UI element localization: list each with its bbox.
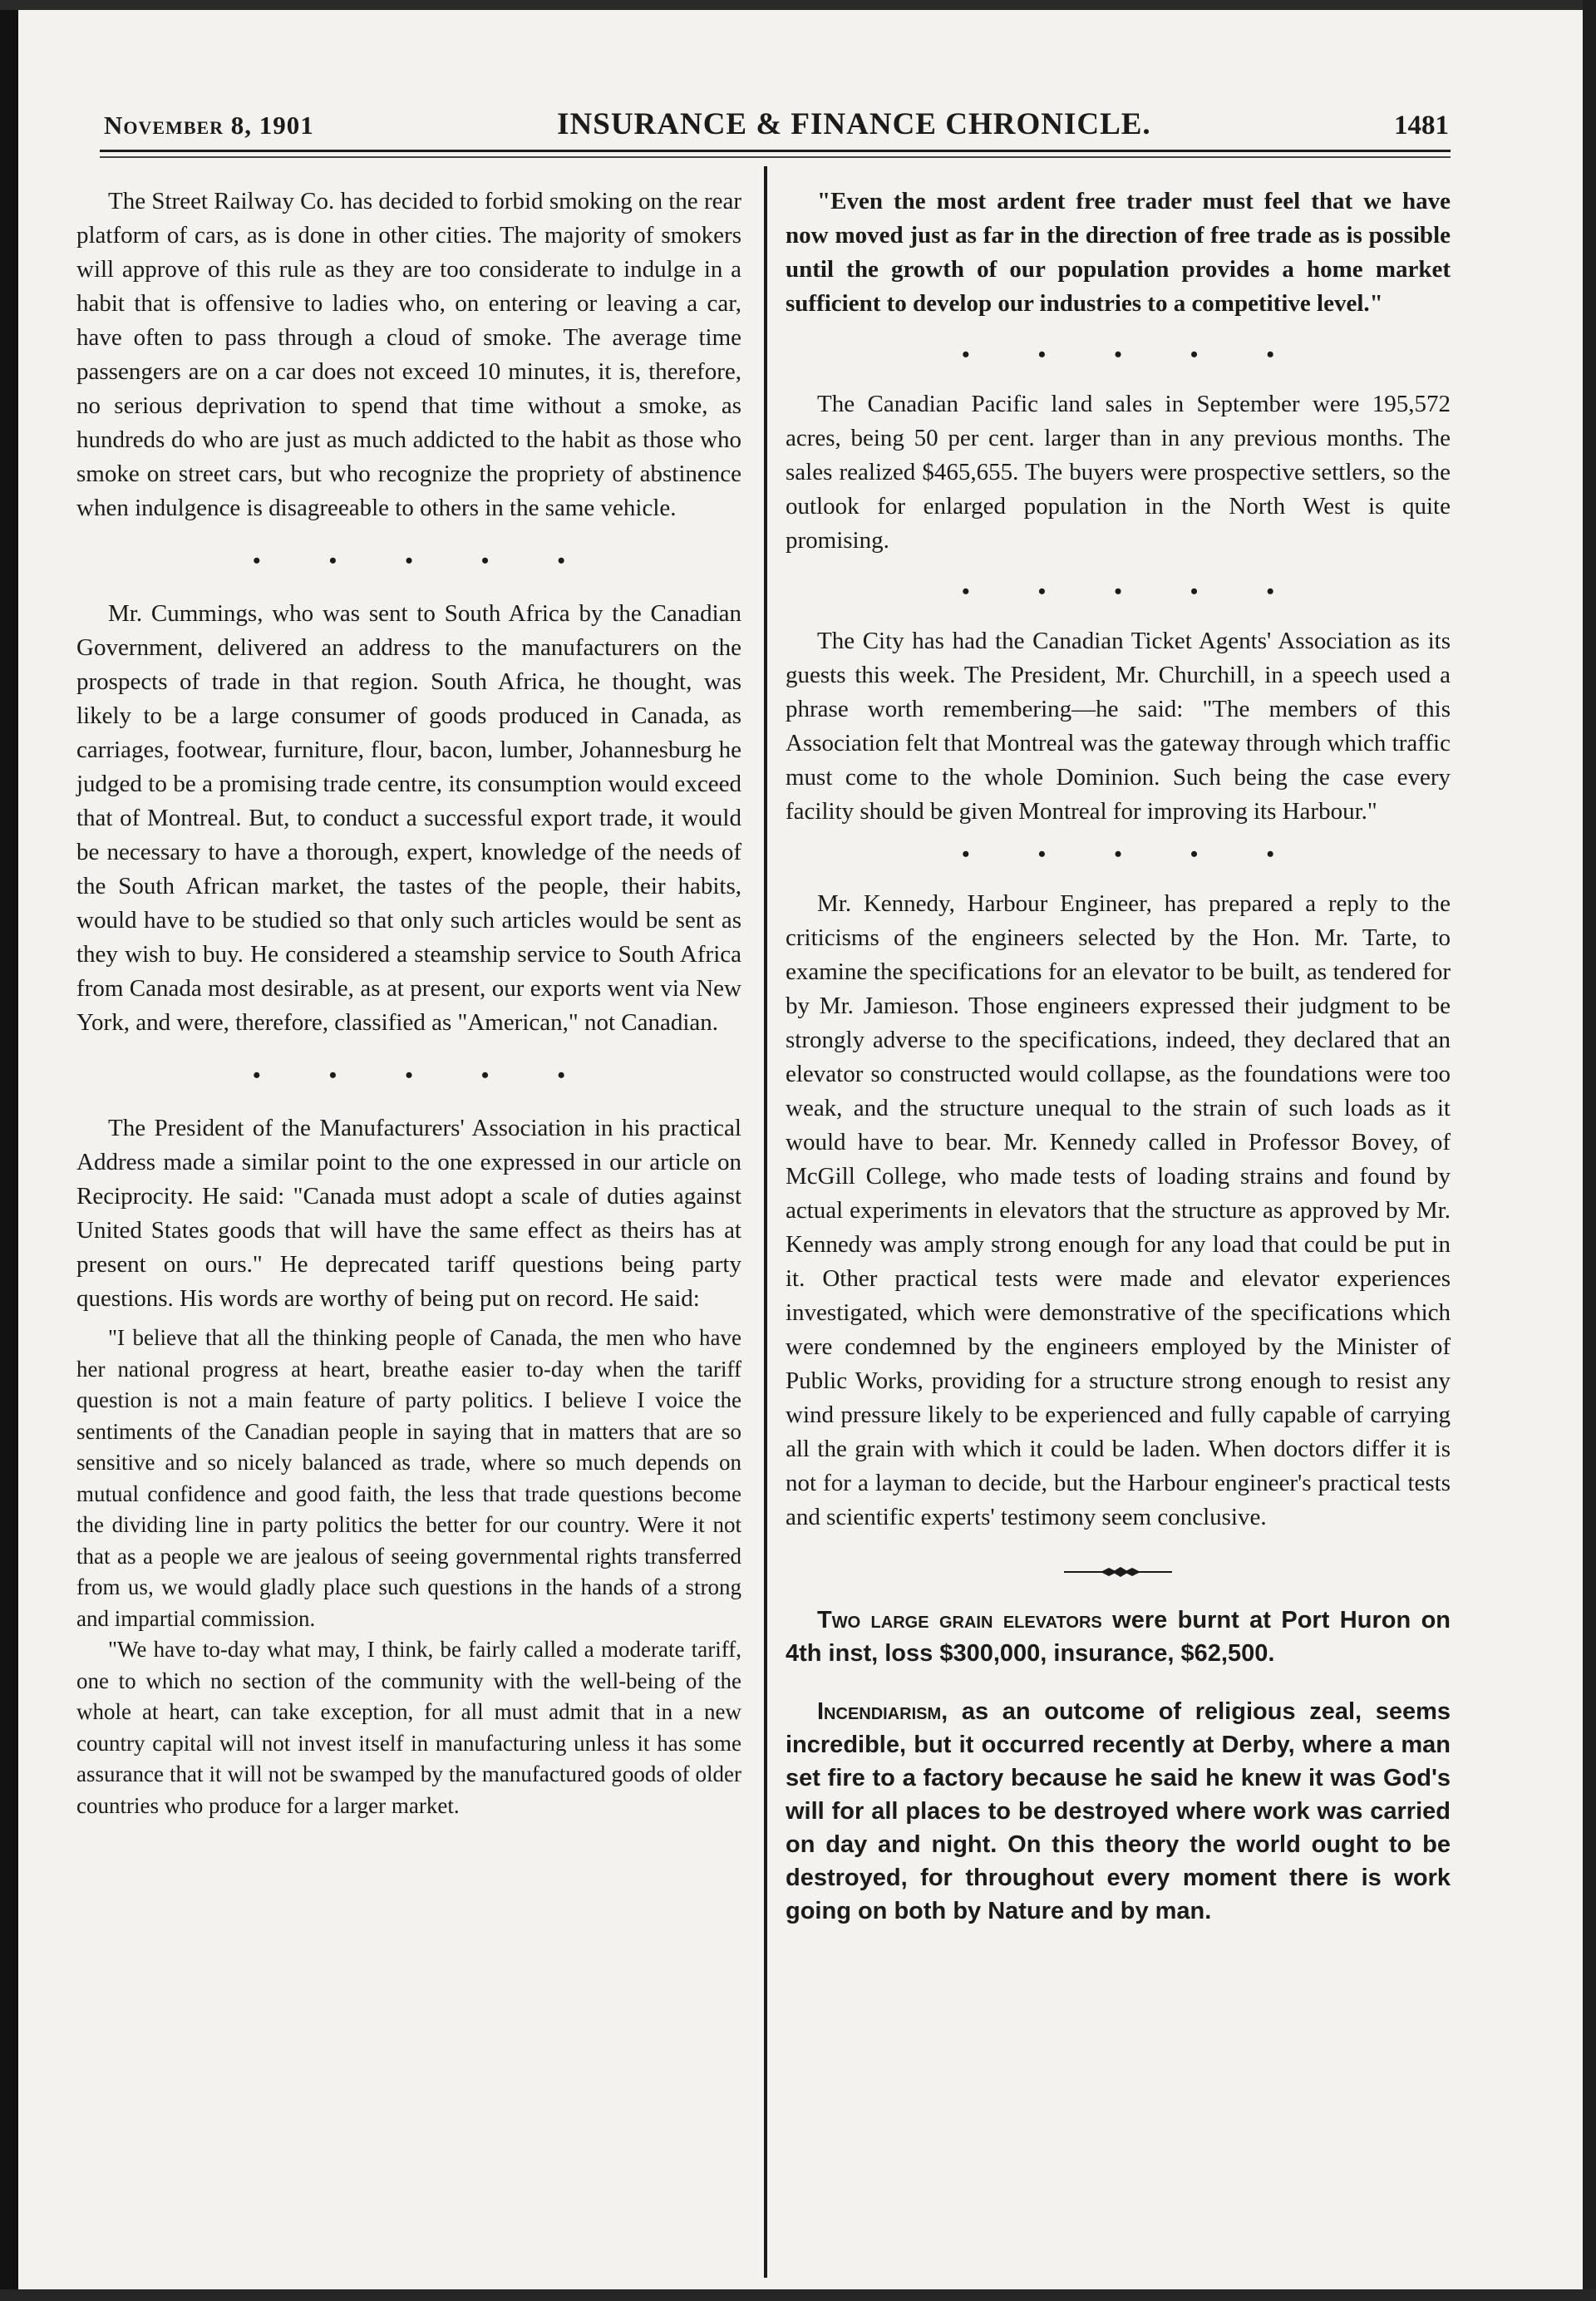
paragraph-incendiarism [786, 1695, 1451, 1928]
paragraph-cummings: Mr. Cummings, who was sent to South Africa by the Canadian Government, delivered an address to the manufacturers on the prospects of trade in that region. South Africa, he thought, was likely to be a large consumer of goods produced in Canada, as carriages, footwear, furniture, flour, bacon, lumber, Johannesburg he judged to be a promising trade centre, its consumption would exceed that of Montreal. But, to conduct a successful export trade, it would be necessary to have a thorough, expert, knowledge of the needs of the South African market, the tastes of the people, their habits, would have to be studied so that only such articles would be sent as they wish to buy. He considered a steamship service to South Africa from Canada most desirable, as at present, our exports went via New York, and were, therefore, classified as "American," not Canadian. [76, 600, 741, 1036]
section-separator: • • • • • [962, 579, 1306, 604]
paragraph-street-railway: The Street Railway Co. has decided to forbid smoking on the rear platform of cars, as is done in other cities. The majority of smokers will approve of this rule as they are too considerate to indulge in a habit that is offensive to ladies who, on entering or leaving a car, have often to pass through a cloud of smoke. The average time passengers are on a car does not exceed 10 minutes, it is, therefore, no serious deprivation to spend that time without a smoke, as hundreds do who are just as much addicted to the habit as those who smoke on street cars, but who recognize the propriety of abstinence when indulgence is disagreeable to others in the same vehicle. [76, 188, 741, 521]
column-divider [764, 166, 767, 2278]
paragraph-ticket-agents: The City has had the Canadian Ticket Agents' Association as its guests this week. The President, Mr. Churchill, in a speech used a phrase worth remembering—he said: "The members of this Association felt that Montreal was the gateway through which traffic must come to the whole Dominion. Such being the case every facility should be given Montreal for improving its Harbour." [786, 628, 1451, 825]
quote-paragraph-2: "We have to-day what may, I think, be fairly called a moderate tariff, one to which no section of the community with the well-being of the whole at heart, can take exception, for all must admit that in a new country capital will not invest itself in manufacturing unless it has some assurance that it will not be swamped by the manufactured goods of older countries who produce for a larger market. [76, 1637, 741, 1818]
header-date: November 8, 1901 [104, 111, 314, 140]
scan-edge-right [1583, 0, 1596, 2301]
page-header [104, 106, 1449, 148]
paragraph-lead-words: Two large grain elevators [817, 1607, 1102, 1633]
paragraph-manufacturers: The President of the Manufacturers' Association in his practical Address made a similar point to the one expressed in our article on Reciprocity. He said: "Canada must adopt a scale of duties against United States goods that will have the same effect as theirs has at present on ours." He deprecated tariff questions being party questions. His words are worthy of being put on record. He said: [76, 1115, 741, 1312]
paragraph-body: were burnt at Port Huron on 4th inst, loss $300,000, insurance, $62,500. [786, 1607, 1451, 1667]
paragraph-land-sales: The Canadian Pacific land sales in September were 195,572 acres, being 50 per cent. larger than in any previous months. The sales realized $465,655. The buyers were prospective settlers, so the outlook for enlarged population in the North West is quite promising. [786, 391, 1451, 554]
paragraph-lead-words: Incendiarism, [817, 1698, 948, 1725]
scan-edge-top [0, 0, 1596, 10]
header-rule-thin [100, 156, 1451, 158]
header-rule [100, 150, 1451, 152]
section-separator: • • • • • [253, 549, 597, 573]
section-separator: • • • • • [962, 342, 1306, 367]
paragraph-grain-elevators [786, 1604, 1451, 1670]
quote-paragraph-3: "Even the most ardent free trader must feel that we have now moved just as far in the direction of free trade as is possible until the growth of our population provides a home market sufficient to develop our industries to a competitive level." [786, 188, 1451, 317]
quote-paragraph-1: "I believe that all the thinking people of Canada, the men who have her national progress at heart, breathe easier to-day when the tariff question is not a main feature of party politics. I believe I voice the sentiments of the Canadian people in saying that in matters that are so sensitive and so nicely balanced as trade, where so much depends on mutual confidence and good faith, the less that trade questions become the dividing line in party politics the better for our country. Were it not that as a people we are jealous of seeing governmental rights transferred from us, we would gladly place such questions in the hands of a strong and impartial commission. [76, 1325, 741, 1631]
scan-edge-left [0, 0, 18, 2301]
paragraph-kennedy: Mr. Kennedy, Harbour Engineer, has prepared a reply to the criticisms of the engineers selected by the Hon. Mr. Tarte, to examine the specifications for an elevator to be built, as tendered for by Mr. Jamieson. Those engineers expressed their judgment to be strongly adverse to the specifications, indeed, they declared that an elevator so constructed would collapse, as the foundations were too weak, and the structure unequal to the strain of such loads as it would have to bear. Mr. Kennedy called in Professor Bovey, of McGill College, who made tests of loading strains and found by actual experiments in elevators that the structure as approved by Mr. Kennedy was amply strong enough for any load that could be put in it. Other practical tests were made and elevator experiences investigated, which were demonstrative of the specifications which were condemned by the engineers employed by the Minister of Public Works, providing for a structure strong enough to resist any wind pressure likely to be experienced and fully capable of carrying all the grain with which it could be laden. When doctors differ it is not for a layman to decide, but the Harbour engineer's practical tests and scientific experts' testimony seem conclusive. [786, 890, 1451, 1530]
ornament-divider [786, 1553, 1451, 1587]
paragraph-body: as an outcome of religious zeal, seems incredible, but it occurred recently at Derby, where a man set fire to a factory because he said he knew it was God's will for all places to be destroyed where work was carried on day and night. On this theory the world ought to be destroyed, for throughout every moment there is work going on both by Nature and by man. [786, 1698, 1451, 1924]
left-column [76, 185, 741, 1821]
header-title: INSURANCE & FINANCE CHRONICLE. [557, 107, 1151, 141]
section-separator: • • • • • [253, 1063, 597, 1087]
header-page-number: 1481 [1394, 111, 1449, 140]
right-column [786, 185, 1451, 1928]
section-separator: • • • • • [962, 842, 1306, 866]
scan-edge-bottom [0, 2289, 1596, 2301]
